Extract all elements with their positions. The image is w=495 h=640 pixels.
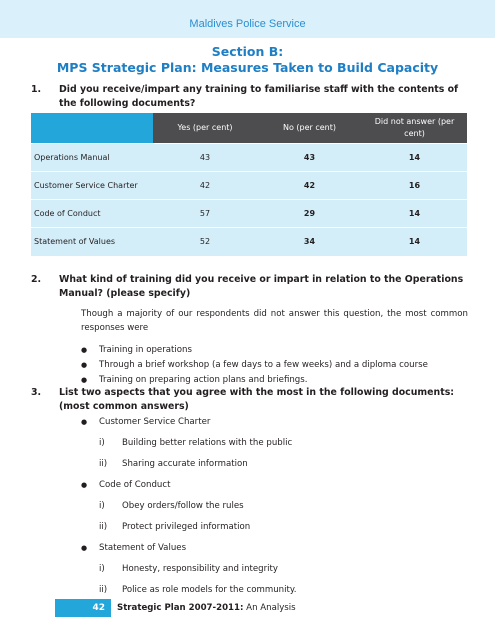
row-label: Code of Conduct [31,200,153,228]
answer-bullets [81,343,471,388]
item-numeral: ii) [99,585,108,595]
item-text: Protect privileged information [122,522,251,532]
no-cell: 42 [257,172,362,200]
section-subtitle: MPS Strategic Plan: Measures Taken to Build Capacity [56,60,439,75]
question-number: 1. [31,84,42,95]
question-2 [31,273,471,301]
table-row [31,200,467,228]
group-title: ● Statement of Values [81,538,469,559]
group-title: ● Customer Service Charter [81,412,469,433]
list-item [99,496,469,517]
running-header: Maldives Police Service [189,18,306,30]
table-row [31,144,467,172]
no-cell: 43 [257,144,362,172]
footer-title-rest: An Analysis [243,603,296,613]
list-item [99,559,469,580]
answer-paragraph: Though a majority of our respondents did not answer this question, the most common responses were [81,309,468,333]
group-title: ● Code of Conduct [81,475,469,496]
row-label: Operations Manual [31,144,153,172]
item-numeral: ii) [99,459,108,469]
item-text: Building better relations with the public [122,438,293,448]
na-cell: 14 [362,228,467,256]
list-item [99,454,469,475]
table-header-blank [31,113,153,144]
question-text: What kind of training did you receive or impart in relation to the Operations Manual? (please specify) [59,274,464,299]
question-3 [31,386,471,414]
list-item [99,517,469,538]
column-header: Did not answer (per cent) [362,113,467,144]
yes-cell: 42 [153,172,257,200]
question-1 [31,83,471,111]
question-text: Did you receive/impart any training to familiarise staff with the contents of the following documents? [59,84,459,109]
item-text: Honesty, responsibility and integrity [122,564,279,574]
na-cell: 14 [362,200,467,228]
table-row [31,172,467,200]
no-cell: 29 [257,200,362,228]
row-label: Statement of Values [31,228,153,256]
item-text: Obey orders/follow the rules [122,501,244,511]
footer-title-bold: Strategic Plan 2007-2011: [117,603,244,613]
yes-cell: 52 [153,228,257,256]
na-cell: 14 [362,144,467,172]
footer-title [117,601,296,615]
answer-groups [99,412,469,601]
page-number: 42 [55,599,111,617]
question-number: 2. [31,274,42,285]
item-text: Police as role models for the community. [122,585,297,595]
question-number: 3. [31,387,42,398]
item-numeral: i) [99,438,105,448]
table-header-row [31,113,467,144]
item-numeral: i) [99,501,105,511]
page-footer [0,599,495,617]
list-item [99,580,469,601]
training-table [31,113,467,256]
item-numeral: ii) [99,522,108,532]
list-item [99,433,469,454]
section-title: Section B: [211,44,284,59]
column-header: Yes (per cent) [153,113,257,144]
table-row [31,228,467,256]
section-heading [0,44,495,76]
list-item: ● Training on preparing action plans and briefings. [81,373,471,388]
column-header: No (per cent) [257,113,362,144]
row-label: Customer Service Charter [31,172,153,200]
list-item: ● Training in operations [81,343,471,358]
item-numeral: i) [99,564,105,574]
na-cell: 16 [362,172,467,200]
question-text: List two aspects that you agree with the most in the following documents: (most common answers) [59,387,455,412]
yes-cell: 43 [153,144,257,172]
no-cell: 34 [257,228,362,256]
list-item: ● Through a brief workshop (a few days to a few weeks) and a diploma course [81,358,471,373]
yes-cell: 57 [153,200,257,228]
item-text: Sharing accurate information [122,459,248,469]
